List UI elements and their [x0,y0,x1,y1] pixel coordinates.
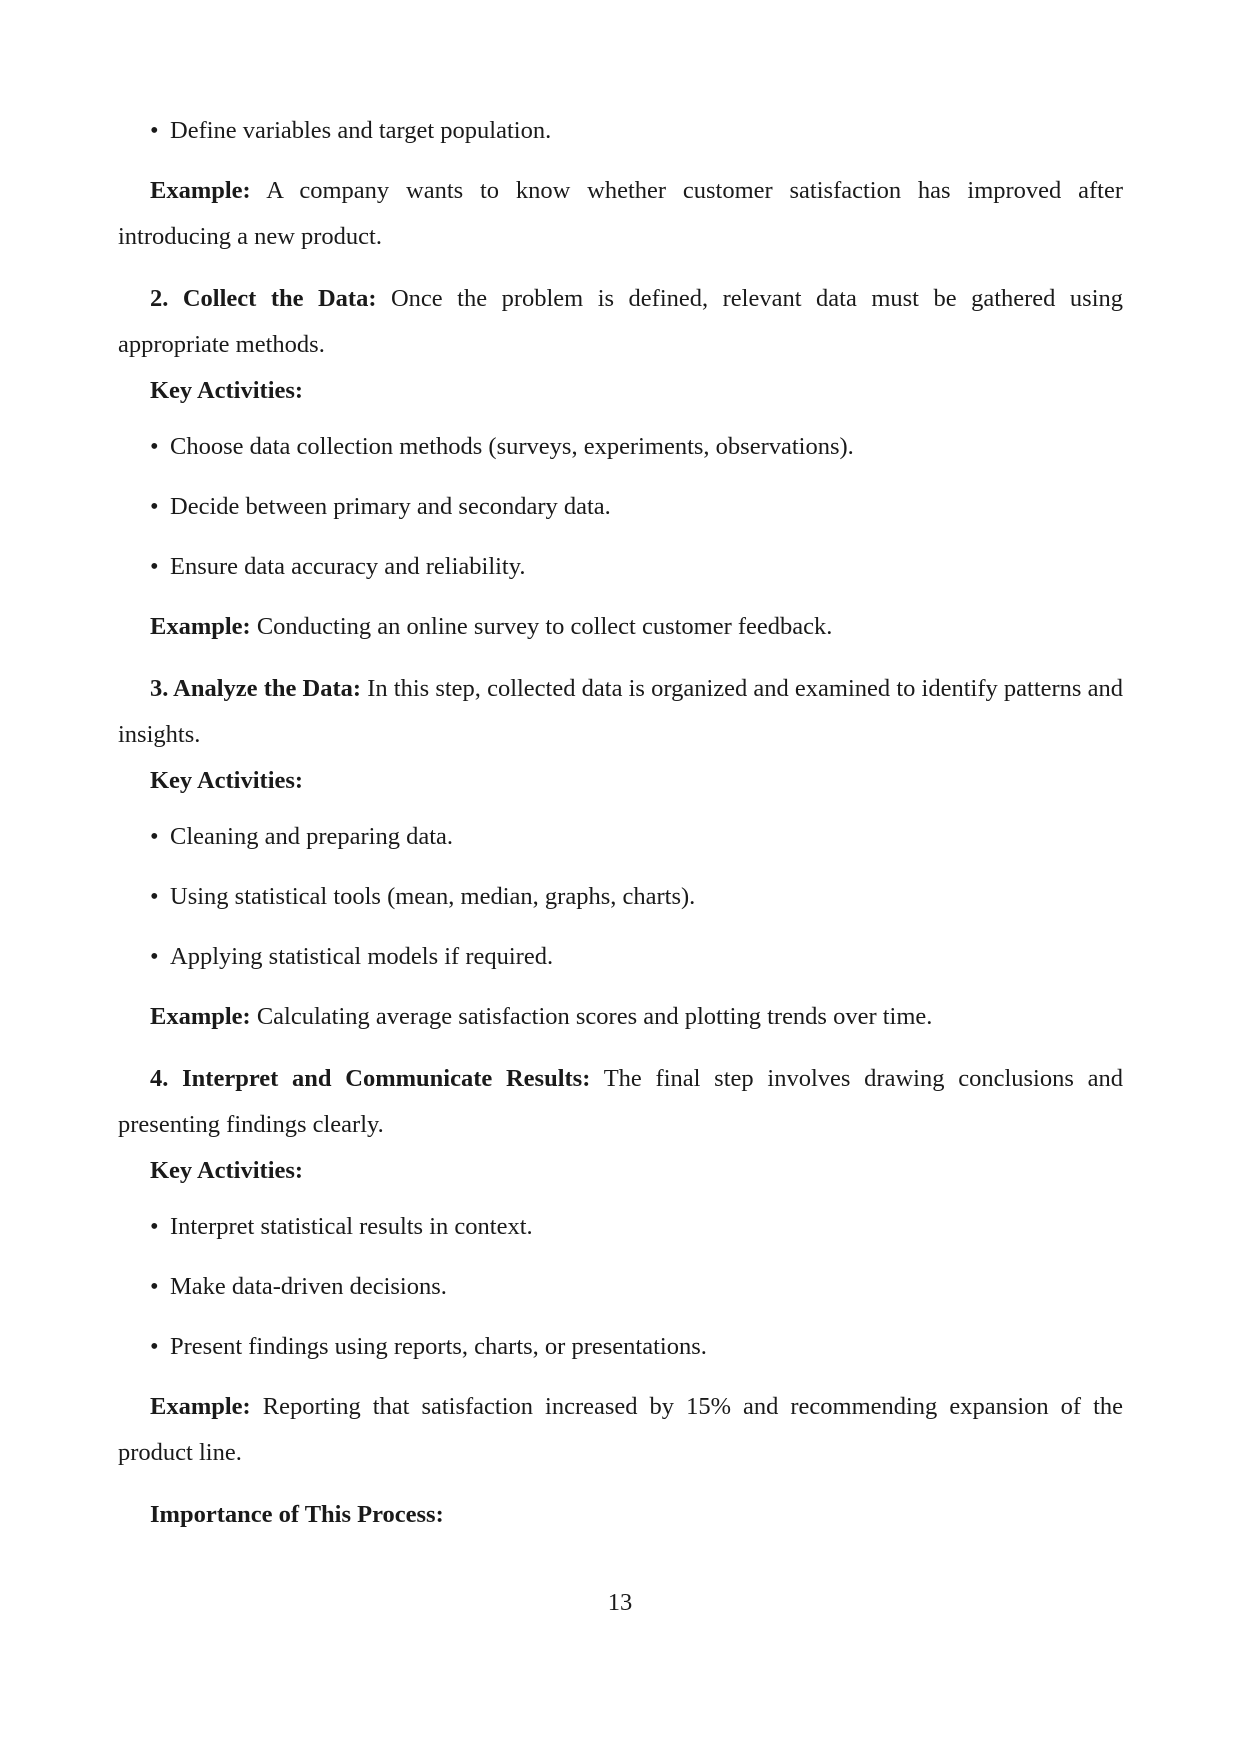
list-item [150,424,1123,470]
closing-heading [118,1492,1123,1538]
section-example [118,1384,1123,1476]
list-item [150,544,1123,590]
section-collect-data [118,276,1123,650]
bullet-icon: • [150,943,159,970]
example-label: Example: [150,1393,251,1420]
section-description: In this step, collected data is organized and examined to identify patterns and insights. [118,675,1123,748]
intro-bullet [150,108,1123,154]
list-item [150,934,1123,980]
bullet-icon: • [150,1213,159,1240]
bullet-icon: • [150,117,159,144]
section-description: The final step involves drawing conclusions and presenting findings clearly. [118,1065,1123,1138]
bullet-text: Choose data collection methods (surveys, experiments, observations). [170,433,854,460]
section-intro [118,666,1123,758]
list-item [150,814,1123,860]
bullet-text: Using statistical tools (mean, median, graphs, charts). [170,883,696,910]
example-text: Calculating average satisfaction scores and plotting trends over time. [256,1003,933,1030]
example-text: A company wants to know whether customer satisfaction has improved after introducing a new product. [118,177,1123,250]
section-example [118,604,1123,650]
list-item [150,1324,1123,1370]
bullet-text: Applying statistical models if required. [170,943,554,970]
list-item [150,1204,1123,1250]
bullet-icon: • [150,823,159,850]
bullet-icon: • [150,883,159,910]
example-label: Example: [150,613,251,640]
key-activities-heading [118,758,1123,804]
list-item [150,1264,1123,1310]
bullet-icon: • [150,493,159,520]
intro-example [118,168,1123,260]
section-title: 4. Interpret and Communicate Results: [150,1065,591,1092]
bullet-text: Define variables and target population. [170,117,552,144]
bullet-text: Interpret statistical results in context. [170,1213,533,1240]
section-intro [118,1056,1123,1148]
key-activities-label: Key Activities: [150,767,304,794]
key-activities-label: Key Activities: [150,377,304,404]
section-example [118,994,1123,1040]
key-activities-label: Key Activities: [150,1157,304,1184]
bullet-text: Decide between primary and secondary data. [170,493,611,520]
bullet-text: Make data-driven decisions. [170,1273,447,1300]
bullet-icon: • [150,553,159,580]
bullet-text: Cleaning and preparing data. [170,823,454,850]
section-title: 3. Analyze the Data: [150,675,362,702]
closing-heading-text: Importance of This Process: [150,1501,444,1528]
section-intro [118,276,1123,368]
section-analyze-data [118,666,1123,1040]
list-item [150,484,1123,530]
section-title: 2. Collect the Data: [150,285,377,312]
page-number: 13 [607,1589,633,1616]
bullet-text: Present findings using reports, charts, or presentations. [170,1333,707,1360]
bullet-icon: • [150,1273,159,1300]
section-description: Once the problem is defined, relevant data must be gathered using appropriate methods. [118,285,1123,358]
section-interpret-results [118,1056,1123,1476]
list-item [150,874,1123,920]
key-activities-heading [118,368,1123,414]
bullet-icon: • [150,1333,159,1360]
example-label: Example: [150,177,251,204]
key-activities-heading [118,1148,1123,1194]
example-text: Reporting that satisfaction increased by 15% and recommending expansion of the product line. [118,1393,1124,1466]
bullet-icon: • [150,433,159,460]
example-text: Conducting an online survey to collect customer feedback. [256,613,833,640]
example-label: Example: [150,1003,251,1030]
bullet-text: Ensure data accuracy and reliability. [170,553,526,580]
document-page [118,108,1123,1538]
